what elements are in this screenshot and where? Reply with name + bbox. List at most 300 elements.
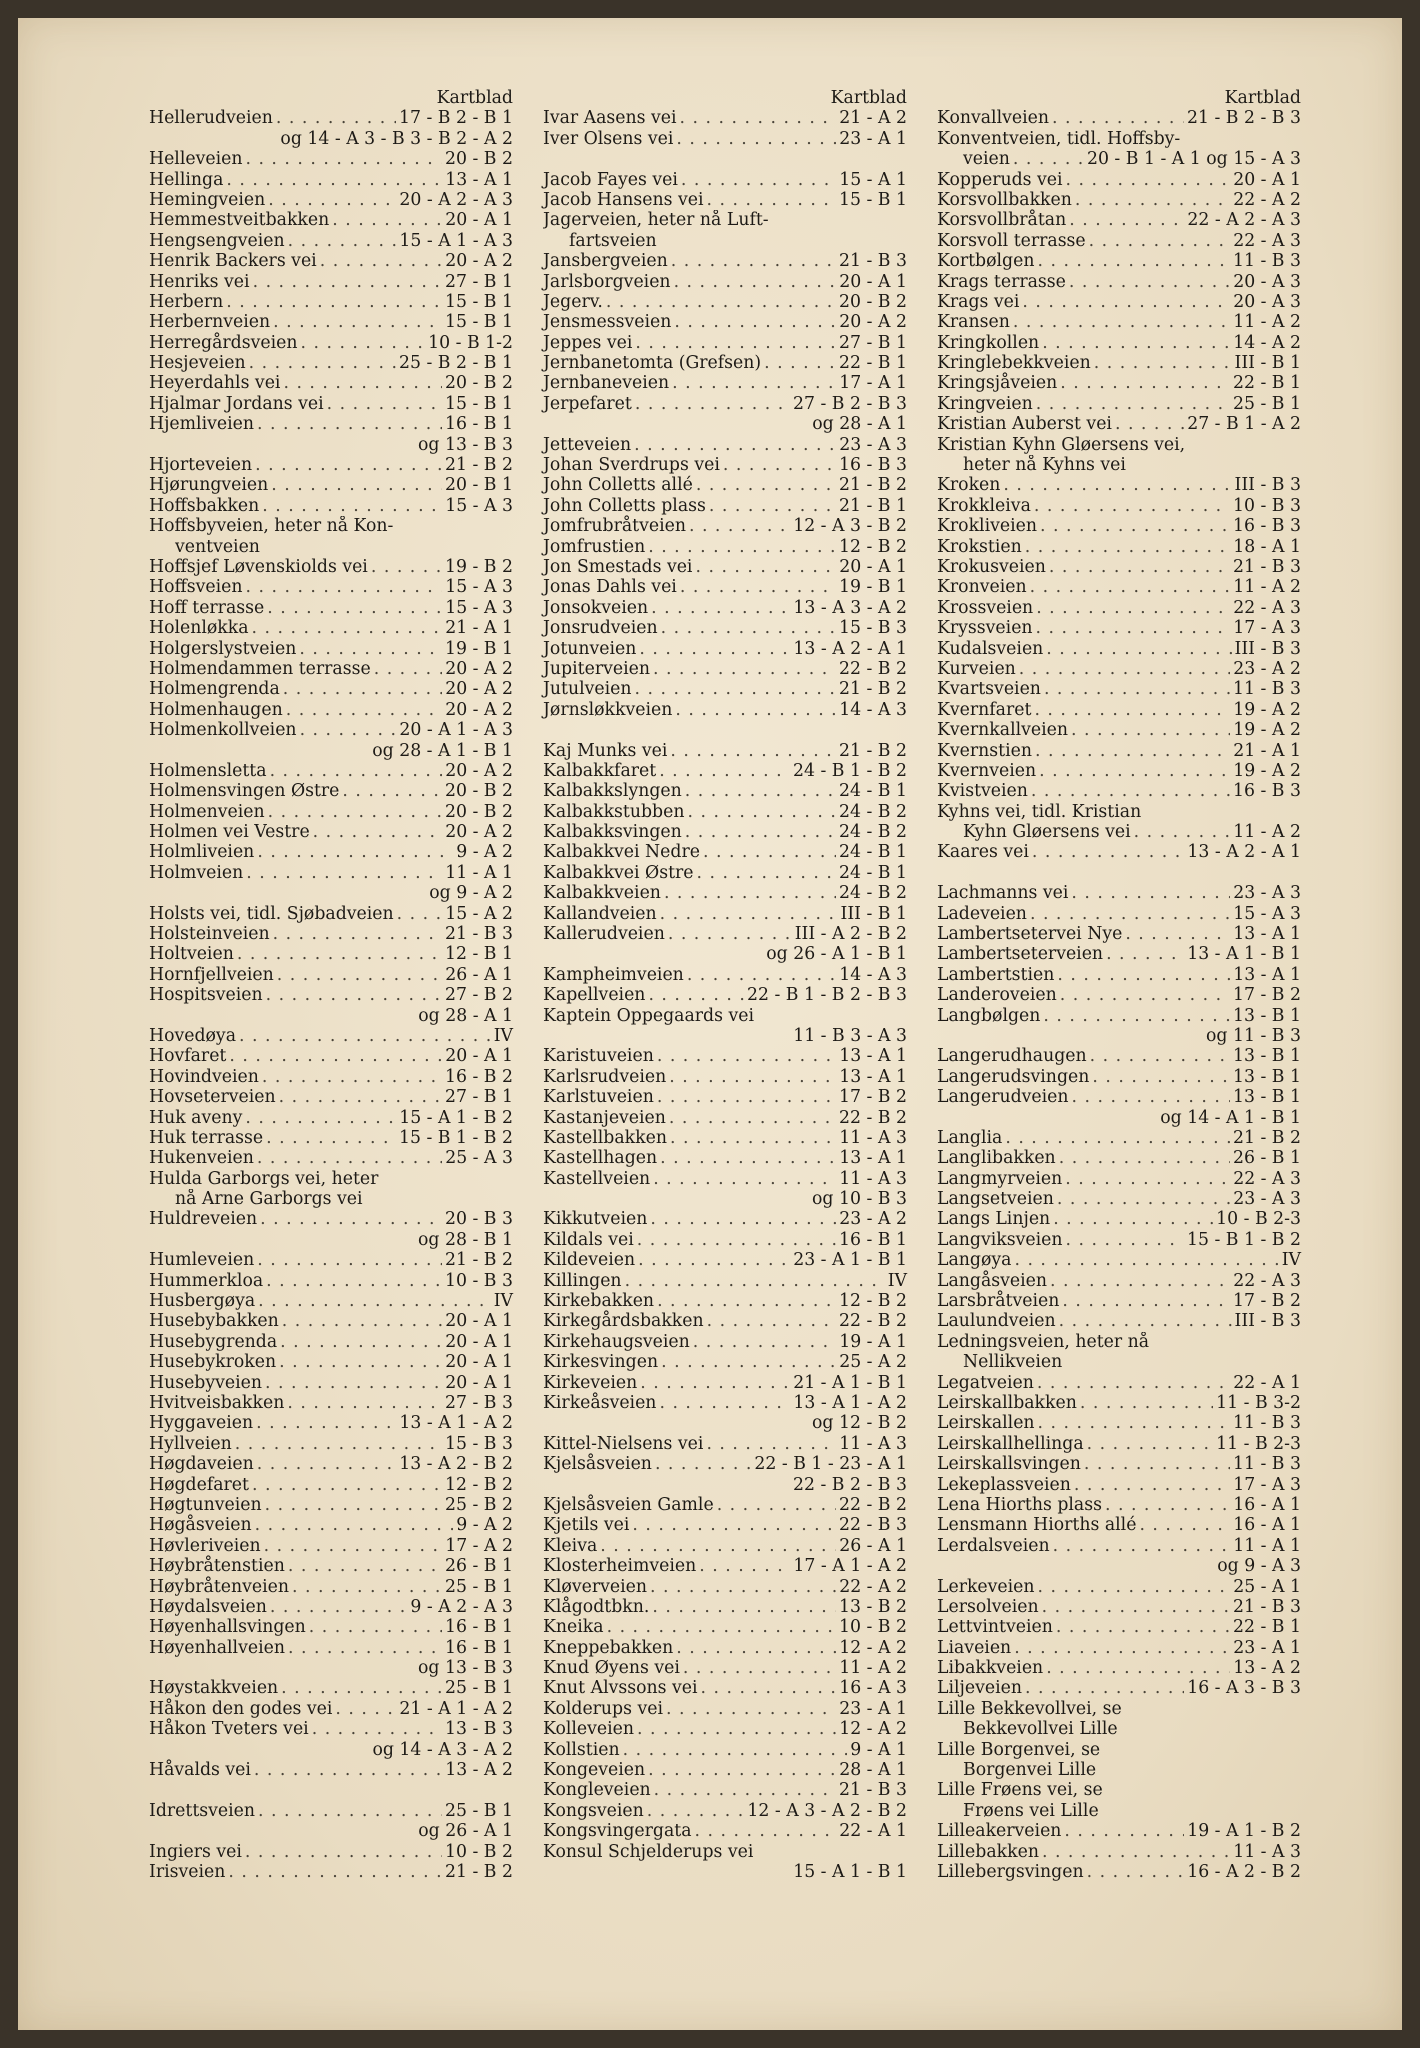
index-entry (543, 1821, 907, 1841)
dot-leader (292, 1577, 442, 1597)
street-name: Jernbanetomta (Grefsen) (543, 353, 762, 374)
index-entry-text: Lille Bekkevollvei, se (937, 1698, 1122, 1719)
dot-leader (277, 965, 442, 985)
map-reference: 21 - B 3 (444, 924, 513, 945)
index-entry (149, 272, 513, 292)
dot-leader (1059, 1311, 1232, 1331)
dot-leader (313, 822, 443, 842)
index-entry (937, 353, 1301, 373)
map-reference: 19 - B 1 (838, 577, 907, 598)
map-reference: 21 - B 3 (1232, 1596, 1301, 1617)
index-entry (149, 108, 513, 128)
dot-leader (666, 1699, 836, 1719)
dot-leader (252, 1475, 442, 1495)
index-entry-text: Kaptein Oppegaards vei (543, 1005, 754, 1026)
dot-leader (1080, 1393, 1213, 1413)
index-entry-text: Hulda Garborgs vei, heter (149, 1168, 379, 1189)
dot-leader (1069, 210, 1184, 230)
index-entry (149, 1862, 513, 1882)
map-reference: 10 - B 1-2 (428, 332, 513, 353)
street-name: Langs Linjen (937, 1209, 1051, 1230)
street-name: Hjemliveien (149, 414, 254, 435)
index-entry (543, 1332, 907, 1352)
map-reference: 24 - B 2 (838, 822, 907, 843)
street-name: Krags vei (937, 291, 1020, 312)
dot-leader (300, 333, 425, 353)
index-entry (543, 516, 907, 536)
index-entry-text: nå Arne Garborgs vei (175, 1189, 363, 1210)
dot-leader (1049, 557, 1230, 577)
street-name: Holmenkollveien (149, 720, 297, 741)
dot-leader (226, 292, 442, 312)
street-name: Holgerslystveien (149, 638, 297, 659)
index-entry-text: Frøens vei Lille (963, 1800, 1099, 1821)
index-entry-text: Lille Borgenvei, se (937, 1739, 1101, 1760)
street-name: Helleveien (149, 149, 243, 170)
map-reference: 25 - A 1 (1233, 1576, 1301, 1597)
continuation-reference: og 28 - A 1 - B 1 (372, 740, 513, 761)
index-entry (149, 1393, 513, 1413)
index-entry (149, 700, 513, 720)
street-name: Hoffsjef Løvenskiolds vei (149, 556, 368, 577)
street-name: Jacob Fayes vei (543, 169, 678, 190)
street-name: Kudalsveien (937, 638, 1044, 659)
map-reference: 25 - B 2 - B 1 (398, 353, 513, 374)
map-reference: 17 - B 2 - B 1 (398, 108, 513, 129)
dot-leader (327, 394, 442, 414)
street-name: Hoff terrasse (149, 597, 265, 618)
dot-leader (1031, 781, 1230, 801)
continuation-reference: og 28 - A 1 (812, 414, 907, 435)
map-reference: 23 - A 1 (839, 1698, 907, 1719)
dot-leader (266, 1128, 396, 1148)
letter-gap (149, 1780, 513, 1800)
index-page (18, 18, 1402, 2030)
index-entry (937, 108, 1301, 128)
street-name: Kurveien (937, 658, 1016, 679)
street-name: Karistuveien (543, 1046, 654, 1067)
dot-leader (282, 1311, 442, 1331)
map-reference: 11 - B 3 (1232, 1454, 1301, 1475)
street-name: Kalbakkvei Østre (543, 862, 694, 883)
index-entry (149, 1475, 513, 1495)
street-name: Laulundveien (937, 1311, 1056, 1332)
map-reference: 11 - A 3 (839, 1168, 907, 1189)
index-entry (149, 496, 513, 516)
index-entry (937, 1658, 1301, 1678)
index-entry-text: Lille Frøens vei, se (937, 1780, 1103, 1801)
map-reference: 24 - B 1 (838, 842, 907, 863)
index-entry (543, 333, 907, 353)
dot-leader (1071, 883, 1230, 903)
dot-leader (680, 108, 837, 128)
street-name: Kvernveien (937, 760, 1037, 781)
index-entry (937, 1515, 1301, 1535)
index-entry (937, 210, 1301, 230)
map-reference: 12 - A 3 - A 2 - B 2 (747, 1800, 907, 1821)
map-reference: 21 - B 2 (838, 740, 907, 761)
map-reference: 21 - B 2 (444, 1861, 513, 1882)
continuation-reference: og 11 - B 3 (1206, 1025, 1301, 1046)
dot-leader (1106, 944, 1184, 964)
map-reference: 22 - B 2 (838, 1494, 907, 1515)
index-entry (149, 720, 513, 740)
index-entry-text: Konsul Schjelderups vei (543, 1841, 754, 1862)
street-name: Knud Øyens vei (543, 1658, 680, 1679)
dot-leader (659, 1393, 790, 1413)
map-reference: 20 - A 1 (445, 1311, 513, 1332)
dot-leader (657, 1046, 836, 1066)
map-reference: 18 - A 1 (1233, 536, 1301, 557)
index-entry (543, 577, 907, 597)
dot-leader (717, 1495, 836, 1515)
dot-leader (226, 170, 442, 190)
dot-leader (669, 1067, 836, 1087)
dot-leader (600, 1536, 836, 1556)
map-reference: 15 - B 1 (838, 189, 907, 210)
index-entry-text: fartsveien (569, 230, 657, 251)
index-entry (543, 129, 907, 149)
street-name: Hovfaret (149, 1046, 227, 1067)
street-name: Høystakkveien (149, 1678, 279, 1699)
street-name: Iver Olsens vei (543, 128, 674, 149)
map-reference: 17 - B 2 (1232, 1291, 1301, 1312)
index-entry (149, 822, 513, 842)
dot-leader (689, 516, 790, 536)
street-name: Husebybakken (149, 1311, 279, 1332)
index-entry (543, 1169, 907, 1189)
index-entry (543, 1699, 907, 1719)
street-name: Lena Hiorths plass (937, 1494, 1102, 1515)
index-entry (543, 1209, 907, 1229)
map-reference: 22 - A 2 - A 3 (1187, 210, 1301, 231)
street-name: Jomfrubråtveien (543, 516, 686, 537)
continuation-reference: og 12 - B 2 (812, 1413, 907, 1434)
dot-leader (228, 1862, 442, 1882)
street-name: Langåsveien (937, 1270, 1048, 1291)
index-entry (543, 537, 907, 557)
map-reference: 16 - A 3 - B 3 (1187, 1678, 1301, 1699)
dot-leader (335, 1699, 396, 1719)
dot-leader (640, 1373, 790, 1393)
index-entry (937, 985, 1301, 1005)
column-header: Kartblad (830, 88, 907, 108)
index-entry (149, 1373, 513, 1393)
street-name: Kalbakkslyngen (543, 781, 682, 802)
dot-leader (1092, 1067, 1230, 1087)
map-reference: 16 - B 3 (838, 455, 907, 476)
map-reference: 11 - A 1 (1233, 1535, 1301, 1556)
index-entry (543, 1434, 907, 1454)
index-entry (937, 822, 1301, 842)
map-reference: 13 - A 1 (1233, 924, 1301, 945)
index-entry (937, 373, 1301, 393)
map-reference: 23 - A 3 (1233, 1189, 1301, 1210)
index-entry (937, 577, 1301, 597)
map-reference: 13 - A 1 (1233, 964, 1301, 985)
map-reference: 10 - B 2 (838, 1617, 907, 1638)
index-entry (149, 1250, 513, 1270)
dot-leader (286, 700, 442, 720)
dot-leader (1056, 1617, 1230, 1637)
dot-leader (256, 1413, 396, 1433)
street-name: Krokusveien (937, 556, 1046, 577)
index-entry (937, 598, 1301, 618)
map-reference: 13 - B 1 (1232, 1066, 1301, 1087)
dot-leader (685, 822, 836, 842)
index-entry (149, 455, 513, 475)
street-name: Hummerkloa (149, 1270, 264, 1291)
dot-leader (253, 272, 442, 292)
dot-leader (634, 435, 836, 455)
index-entry (149, 781, 513, 801)
index-entry-text: heter nå Kyhns vei (963, 455, 1126, 476)
index-entry (149, 985, 513, 1005)
dot-leader (707, 1311, 836, 1331)
map-reference: 22 - A 1 (839, 1821, 907, 1842)
index-entry (543, 1536, 907, 1556)
index-entry (543, 1597, 907, 1617)
index-entry (543, 1454, 907, 1474)
index-entry (149, 761, 513, 781)
street-name: Libakkveien (937, 1658, 1044, 1679)
dot-leader (1038, 1413, 1230, 1433)
map-reference: 14 - A 3 (839, 964, 907, 985)
map-reference: 15 - A 3 (445, 597, 513, 618)
index-entry (937, 700, 1301, 720)
map-reference: 20 - A 2 (445, 679, 513, 700)
dot-leader (246, 863, 442, 883)
street-name: Høgåsveien (149, 1515, 252, 1536)
dot-leader (632, 1515, 836, 1535)
dot-leader (1022, 292, 1230, 312)
map-reference: 10 - B 2 (444, 1841, 513, 1862)
dot-leader (664, 883, 836, 903)
street-name: Jonas Dahls vei (543, 577, 677, 598)
dot-leader (1059, 1148, 1230, 1168)
dot-leader (680, 577, 836, 597)
index-entry (149, 170, 513, 190)
map-reference: 20 - A 1 (445, 1046, 513, 1067)
street-name: Leirskallbakken (937, 1393, 1077, 1413)
map-reference: 21 - B 3 (838, 251, 907, 272)
street-name: John Colletts allé (543, 475, 693, 496)
dot-leader (668, 924, 792, 944)
map-reference: 13 - A 1 - B 1 (1187, 944, 1301, 965)
index-entry (543, 904, 907, 924)
index-entry (149, 475, 513, 495)
dot-leader (648, 537, 836, 557)
map-reference: 19 - A 1 (839, 1331, 907, 1352)
street-name: Hellinga (149, 169, 224, 190)
street-name: Kirkegårdsbakken (543, 1311, 704, 1332)
map-reference: 20 - A 1 (445, 1372, 513, 1393)
map-reference: 21 - B 2 (444, 1250, 513, 1271)
dot-leader (625, 1271, 885, 1291)
index-entry (543, 863, 907, 883)
dot-leader (650, 1577, 836, 1597)
map-reference: 16 - A 1 (1233, 1494, 1301, 1515)
index-entry (543, 170, 907, 190)
map-reference: 12 - B 2 (838, 536, 907, 557)
street-name: Krokliveien (937, 516, 1037, 537)
street-name: Hjalmar Jordans vei (149, 393, 324, 414)
index-entry (149, 1638, 513, 1658)
street-name: Holsteinveien (149, 924, 270, 945)
index-entry (543, 842, 907, 862)
index-entry (149, 292, 513, 312)
map-reference: 9 - A 1 (850, 1739, 907, 1760)
index-entry (543, 394, 907, 414)
map-reference: 12 - A 3 - B 2 (793, 516, 907, 537)
index-entry (543, 1046, 907, 1066)
street-name: Kolleveien (543, 1719, 635, 1740)
map-reference: 13 - A 1 - A 2 (399, 1413, 513, 1434)
dot-leader (635, 394, 790, 414)
dot-leader (1105, 1495, 1230, 1515)
street-name: Kirkeåsveien (543, 1393, 657, 1413)
dot-leader (1050, 1271, 1230, 1291)
dot-leader (654, 1780, 836, 1800)
dot-leader (1014, 1250, 1278, 1270)
index-column-3 (937, 88, 1301, 1882)
street-name: Jørnsløkkveien (543, 699, 673, 720)
street-name: Kristian Auberst vei (937, 414, 1112, 435)
street-name: Lillebakken (937, 1841, 1039, 1862)
index-entry (149, 618, 513, 638)
street-name: Husebykroken (149, 1352, 277, 1373)
street-name: Kildals vei (543, 1229, 634, 1250)
street-name: John Colletts plass (543, 495, 706, 516)
index-entry (149, 353, 513, 373)
continuation-reference: og 13 - B 3 (418, 1658, 513, 1679)
map-reference: 22 - B 2 (838, 658, 907, 679)
street-name: Jonsokveien (543, 597, 649, 618)
index-entry (937, 1842, 1301, 1862)
street-name: Kaares vei (937, 842, 1029, 863)
index-entry (543, 373, 907, 393)
map-reference: 11 - B 3 (1232, 679, 1301, 700)
street-name: Jomfrustien (543, 536, 646, 557)
map-reference: 17 - A 1 (839, 373, 907, 394)
dot-leader (703, 842, 836, 862)
street-name: Larsbråtveien (937, 1291, 1060, 1312)
street-name: Kringlebekkveien (937, 353, 1091, 374)
index-entry (543, 251, 907, 271)
map-reference: 11 - A 3 (1233, 1841, 1301, 1862)
street-name: Jotunveien (543, 638, 637, 659)
index-entry (543, 1760, 907, 1780)
map-reference: 21 - A 2 (839, 108, 907, 129)
continuation-reference: og 9 - A 2 (429, 883, 513, 904)
dot-leader (1072, 1087, 1230, 1107)
index-entry (149, 1026, 513, 1046)
dot-leader (637, 1719, 836, 1739)
index-entry (149, 1760, 513, 1780)
street-name: Heyerdahls vei (149, 373, 281, 394)
map-reference: 22 - A 1 (1233, 1372, 1301, 1393)
street-name: Huk terrasse (149, 1127, 264, 1148)
street-name: Høydalsveien (149, 1596, 267, 1617)
street-name: Høyenhallveien (149, 1637, 285, 1658)
index-entry (543, 883, 907, 903)
street-name: Konvallveien (937, 108, 1049, 129)
map-reference: 17 - A 2 (445, 1535, 513, 1556)
map-reference: 13 - B 1 (1232, 1046, 1301, 1067)
map-reference: 13 - A 2 - A 1 (1187, 842, 1301, 863)
map-reference: III - B 3 (1234, 638, 1301, 659)
index-entry (543, 1271, 907, 1291)
street-name: Hoffsbakken (149, 495, 260, 516)
map-reference: 10 - B 3 (1232, 495, 1301, 516)
index-entry (149, 577, 513, 597)
dot-leader (1013, 149, 1084, 169)
map-reference: 16 - A 2 - B 2 (1187, 1861, 1301, 1882)
map-reference: 14 - A 2 (1233, 332, 1301, 353)
street-name: Ivar Aasens vei (543, 108, 677, 129)
street-name: Høyenhallsvingen (149, 1617, 306, 1638)
map-reference: 20 - A 2 (839, 312, 907, 333)
street-name: Klosterheimveien (543, 1556, 697, 1577)
dot-leader (1038, 1577, 1231, 1597)
index-entry (149, 1209, 513, 1229)
street-name: Husebyveien (149, 1372, 262, 1393)
dot-leader (681, 170, 836, 190)
index-entry (937, 1046, 1301, 1066)
dot-leader (655, 1454, 751, 1474)
dot-leader (1030, 577, 1231, 597)
index-entry (937, 741, 1301, 761)
map-reference: 19 - A 2 (1233, 760, 1301, 781)
index-entry (149, 1352, 513, 1372)
street-name: Hyllveien (149, 1433, 232, 1454)
map-reference: 13 - A 1 (839, 1066, 907, 1087)
street-name: Holmendammen terrasse (149, 658, 371, 679)
street-name: Kvernfaret (937, 699, 1032, 720)
index-entry (937, 414, 1301, 434)
map-reference: 15 - A 1 - A 3 (399, 230, 513, 251)
street-name: Johan Sverdrups vei (543, 455, 720, 476)
dot-leader (648, 985, 744, 1005)
index-entry (543, 292, 907, 312)
dot-leader (623, 1740, 848, 1760)
street-name: Hovindveien (149, 1066, 259, 1087)
index-entry (149, 842, 513, 862)
dot-leader (270, 1597, 408, 1617)
map-reference: 12 - B 2 (838, 1291, 907, 1312)
index-entry (149, 1495, 513, 1515)
street-name: Kringsjåveien (937, 373, 1058, 394)
street-name: Langviksveien (937, 1229, 1063, 1250)
dot-leader (258, 1801, 442, 1821)
dot-leader (1046, 639, 1231, 659)
index-entry (937, 1862, 1301, 1882)
dot-leader (265, 1373, 442, 1393)
continuation-reference: 15 - A 1 - B 1 (793, 1861, 907, 1882)
map-reference: 21 - B 2 (838, 679, 907, 700)
street-name: Humleveien (149, 1250, 255, 1271)
index-entry (937, 1250, 1301, 1270)
map-reference: 24 - B 2 (838, 883, 907, 904)
map-reference: IV (493, 1025, 513, 1046)
map-reference: 21 - B 1 (838, 495, 907, 516)
index-entry (937, 312, 1301, 332)
map-reference: 20 - A 1 (445, 1331, 513, 1352)
map-reference: 22 - A 2 (839, 1576, 907, 1597)
index-entry (543, 1678, 907, 1698)
map-reference: 15 - B 1 - B 2 (1186, 1229, 1301, 1250)
dot-leader (309, 1617, 442, 1637)
